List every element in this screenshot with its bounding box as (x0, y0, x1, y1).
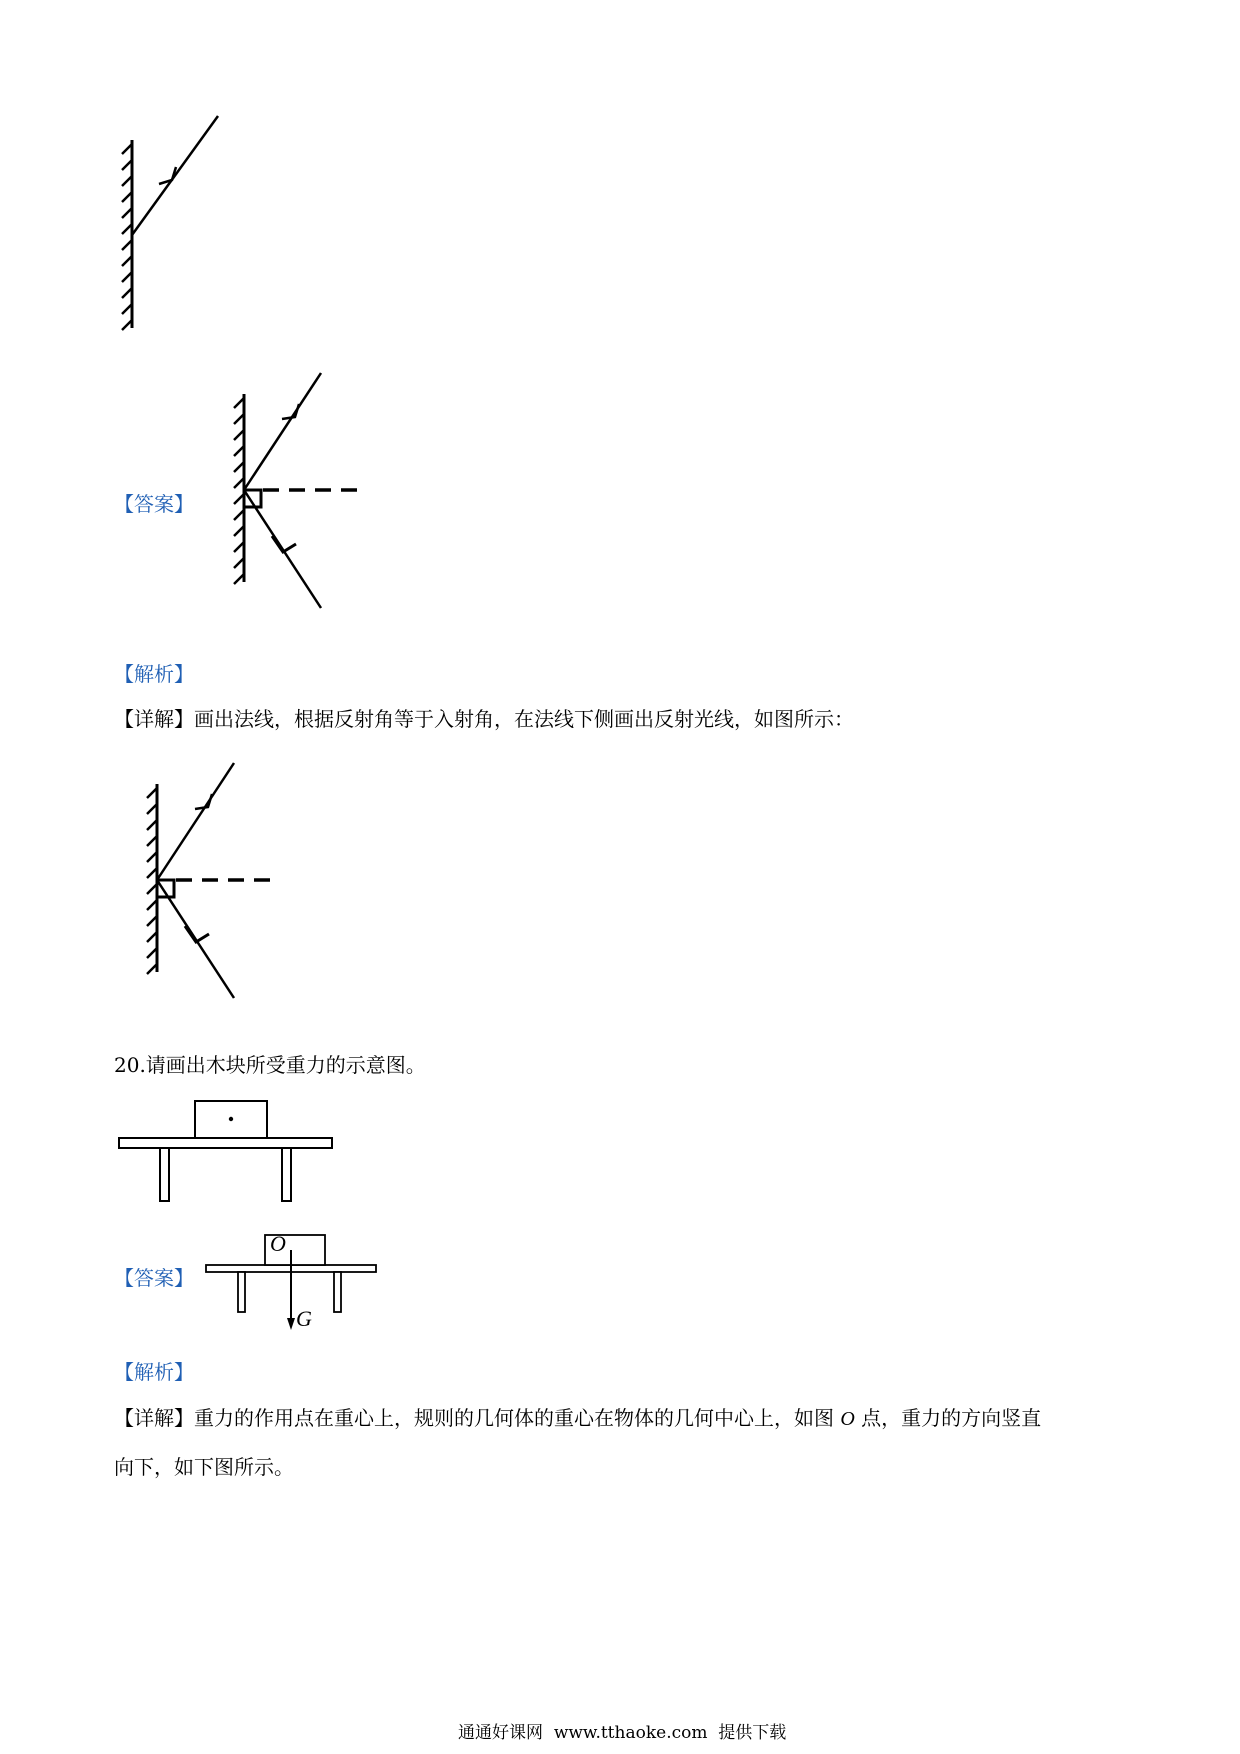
answer-tag-q19: 【答案】 (114, 492, 194, 516)
gravity-force-label: G (296, 1306, 312, 1331)
footer-url: www.tthaoke.com (553, 1723, 708, 1743)
detail-tag: 【详解】 (114, 707, 194, 731)
page-footer (458, 1718, 786, 1743)
analysis-tag-q19: 【解析】 (114, 662, 194, 686)
question-20: 20.请画出木块所受重力的示意图。 (114, 1053, 426, 1077)
detail-point-label: O (840, 1408, 855, 1430)
block-on-table-figure (118, 1098, 338, 1208)
gravity-answer-figure (205, 1230, 380, 1335)
analysis-tag-q20: 【解析】 (114, 1360, 194, 1384)
answer-tag-q20: 【答案】 (114, 1266, 194, 1290)
detail-line-q19 (114, 704, 854, 734)
reflection-answer-figure (222, 370, 372, 620)
detail-line-q20 (114, 1403, 1041, 1434)
footer-site-name: 通通好课网 (458, 1723, 543, 1743)
center-of-gravity-label: O (270, 1231, 286, 1256)
footer-download: 提供下载 (718, 1723, 787, 1743)
detail-text-part1: 重力的作用点在重心上，规则的几何体的重心在物体的几何中心上，如图 (194, 1406, 841, 1430)
detail-text: 画出法线，根据反射角等于入射角，在法线下侧画出反射光线，如图所示： (194, 707, 854, 731)
mirror-incident-ray-figure (115, 110, 225, 335)
reflection-detail-figure (135, 760, 285, 1010)
detail-tag: 【详解】 (114, 1406, 194, 1430)
detail-line-q20-cont: 向下，如下图所示。 (114, 1455, 294, 1479)
detail-text-part2: 点，重力的方向竖直 (854, 1406, 1042, 1430)
